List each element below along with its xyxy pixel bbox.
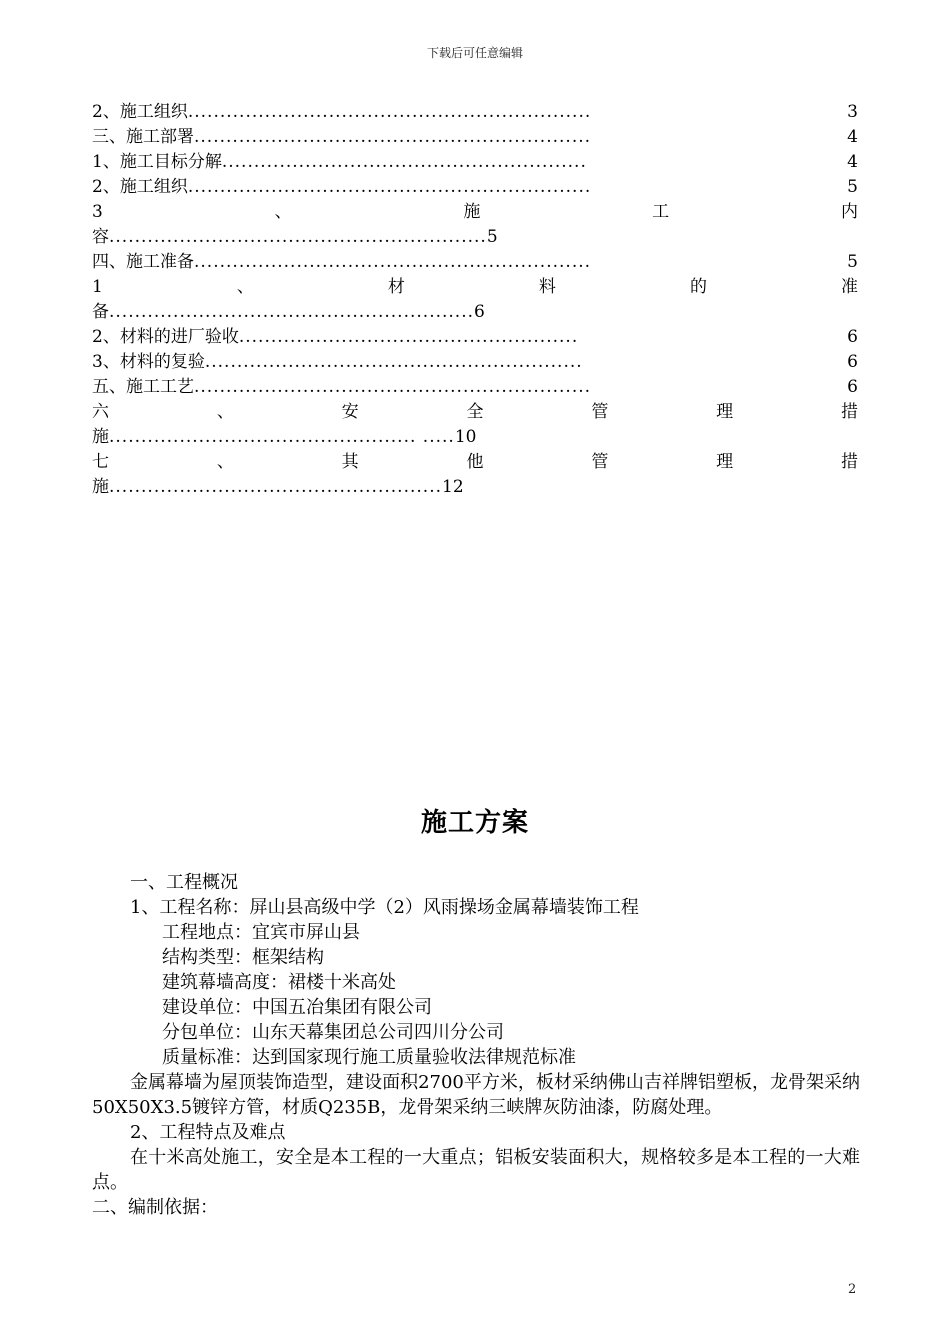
- toc-char: 他: [466, 452, 484, 472]
- toc-entry: [92, 325, 858, 350]
- toc-entry-justified: [92, 275, 858, 300]
- toc-entry-title: 容: [92, 227, 109, 247]
- toc-page: 12: [442, 477, 464, 497]
- toc-entry-justified: [92, 450, 858, 475]
- toc-char: 管: [591, 452, 609, 472]
- toc-char: 措: [840, 402, 858, 422]
- toc-entry-title: 1、施工目标分解: [92, 152, 222, 172]
- toc-page: 5: [847, 177, 858, 197]
- toc-char: 1: [92, 277, 103, 297]
- toc-leader: ...........................................................: [109, 227, 487, 247]
- toc-leader: .....................................................: [238, 327, 579, 347]
- toc-page: 10: [454, 427, 477, 447]
- toc-entry: [92, 300, 858, 325]
- toc-entry-title: 2、材料的进厂验收: [92, 327, 239, 347]
- toc-char: 措: [840, 452, 858, 472]
- toc-entry-title: 五、施工工艺: [92, 377, 194, 397]
- toc-char: 理: [716, 402, 734, 422]
- toc-entry-justified: [92, 400, 858, 425]
- curtain-wall-height: 建筑幕墙高度：裙楼十米高处: [162, 972, 396, 993]
- toc-char: 、: [216, 452, 234, 472]
- toc-page: 6: [474, 302, 485, 322]
- toc-entry: [92, 250, 858, 275]
- subsection-heading: 2、工程特点及难点: [130, 1122, 286, 1143]
- toc-char: 施: [463, 202, 481, 222]
- toc-page: 6: [847, 327, 858, 347]
- table-of-contents: [92, 100, 858, 500]
- toc-leader: ....................................................: [109, 477, 442, 497]
- toc-entry-title: 备: [92, 302, 109, 322]
- toc-leader: ..............................................................: [194, 252, 592, 272]
- toc-entry-title: 施: [92, 427, 109, 447]
- toc-entry-title: 四、施工准备: [92, 252, 194, 272]
- page-number: 2: [848, 1282, 857, 1297]
- toc-char: 七: [92, 452, 109, 472]
- toc-char: 、: [236, 277, 254, 297]
- page-header: 下载后可任意编辑: [426, 46, 523, 60]
- toc-char: 内: [840, 202, 858, 222]
- toc-page: 3: [847, 102, 858, 122]
- project-name: 1、工程名称：屏山县高级中学（2）风雨操场金属幕墙装饰工程: [130, 897, 639, 918]
- toc-entry: [92, 225, 858, 250]
- subcontract-unit: 分包单位：山东天幕集团总公司四川分公司: [162, 1022, 504, 1043]
- section-heading: 一、工程概况: [130, 872, 238, 893]
- toc-char: 3: [92, 202, 103, 222]
- toc-entry: [92, 475, 858, 500]
- toc-char: 全: [466, 402, 484, 422]
- toc-entry-title: 三、施工部署: [92, 127, 194, 147]
- project-location: 工程地点：宜宾市屏山县: [162, 922, 360, 943]
- toc-char: 的: [689, 277, 707, 297]
- toc-char: 料: [538, 277, 556, 297]
- toc-entry-title: 2、施工组织: [92, 177, 188, 197]
- toc-entry: [92, 375, 858, 400]
- construction-unit: 建设单位：中国五冶集团有限公司: [162, 997, 432, 1018]
- toc-entry: [92, 125, 858, 150]
- toc-page: 6: [847, 377, 858, 397]
- paragraph: 金属幕墙为屋顶装饰造型，建设面积2700平方米，板材采纳佛山吉祥牌铝塑板，龙骨架采纳50X50X3.5镀锌方管，材质Q235B，龙骨架采纳三峡牌灰防油漆，防腐处理。: [92, 1072, 860, 1118]
- quality-standard: 质量标准：达到国家现行施工质量验收法律规范标准: [162, 1047, 576, 1068]
- toc-char: 、: [216, 402, 234, 422]
- toc-leader: ..............................................................: [194, 127, 592, 147]
- toc-page: 6: [847, 352, 858, 372]
- document-body: [92, 870, 860, 1220]
- toc-entry-title: 2、施工组织: [92, 102, 188, 122]
- toc-char: 、: [274, 202, 292, 222]
- toc-page: 5: [486, 227, 498, 247]
- toc-entry: [92, 425, 858, 450]
- toc-char: 安: [341, 402, 359, 422]
- toc-page: 5: [847, 252, 858, 272]
- paragraph: 在十米高处施工，安全是本工程的一大重点；铝板安装面积大，规格较多是本工程的一大难点。: [92, 1147, 860, 1193]
- toc-entry: [92, 100, 858, 125]
- toc-leader: ...............................................................: [187, 177, 592, 197]
- structure-type: 结构类型：框架结构: [162, 947, 324, 968]
- toc-char: 六: [92, 402, 109, 422]
- toc-page: 4: [847, 127, 858, 147]
- toc-entry-title: 施: [92, 477, 109, 497]
- toc-leader: ..............................................................: [194, 377, 592, 397]
- toc-char: 准: [840, 277, 858, 297]
- toc-char: 材: [387, 277, 405, 297]
- toc-leader: ................................................ .....: [109, 427, 455, 447]
- toc-leader: ...............................................................: [187, 102, 592, 122]
- toc-entry: [92, 150, 858, 175]
- toc-char: 管: [591, 402, 609, 422]
- toc-char: 理: [716, 452, 734, 472]
- document-title: 施工方案: [420, 808, 529, 838]
- section-heading: 二、编制依据：: [92, 1197, 218, 1218]
- toc-leader: .........................................................: [109, 302, 475, 322]
- toc-entry: [92, 350, 858, 375]
- toc-page: 4: [847, 152, 858, 172]
- toc-entry-title: 3、材料的复验: [92, 352, 205, 372]
- toc-char: 工: [652, 202, 670, 222]
- toc-leader: .........................................................: [221, 152, 587, 172]
- toc-char: 其: [341, 452, 359, 472]
- toc-entry-justified: [92, 200, 858, 225]
- toc-leader: ...........................................................: [204, 352, 583, 372]
- toc-entry: [92, 175, 858, 200]
